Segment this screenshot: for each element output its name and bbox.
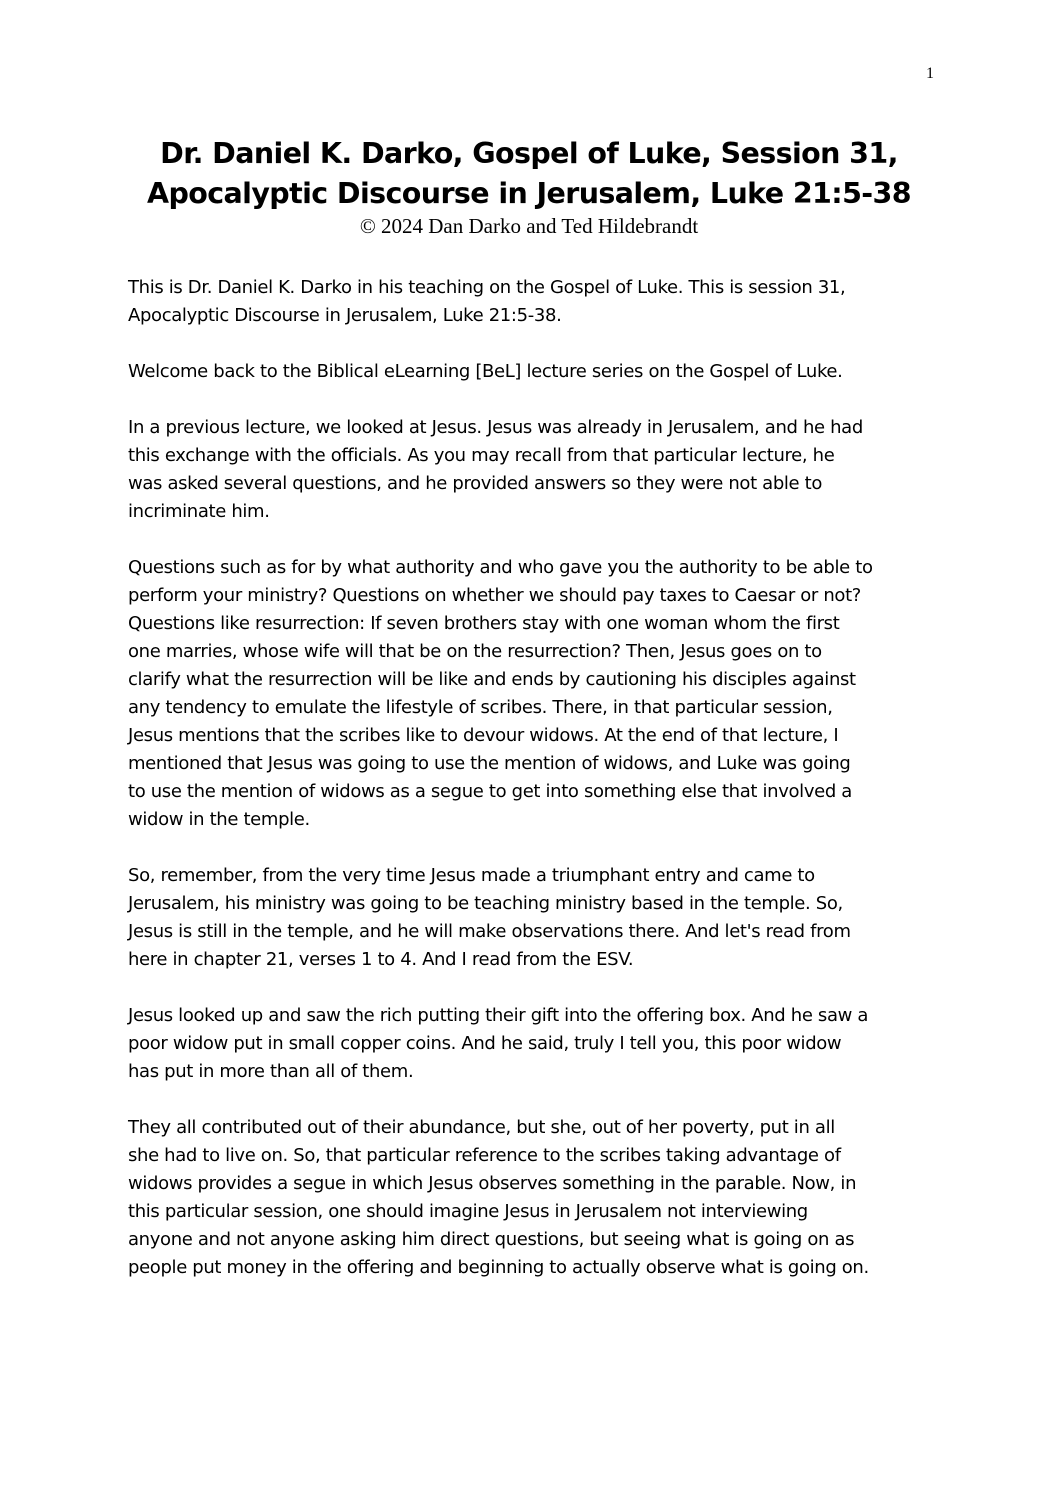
title-line-1: Dr. Daniel K. Darko, Gospel of Luke, Session 31, xyxy=(160,137,898,170)
text-line: this exchange with the officials. As you may recall from that particular lecture, he xyxy=(128,445,835,466)
text-line: any tendency to emulate the lifestyle of scribes. There, in that particular session, xyxy=(128,697,833,718)
text-line: one marries, whose wife will that be on the resurrection? Then, Jesus goes on to xyxy=(128,641,822,662)
text-line: has put in more than all of them. xyxy=(128,1061,414,1082)
text-line: mentioned that Jesus was going to use the mention of widows, and Luke was going xyxy=(128,753,851,774)
text-line: Welcome back to the Biblical eLearning [BeL] lecture series on the Gospel of Luke. xyxy=(128,361,843,382)
paragraph-welcome xyxy=(128,358,948,386)
copyright-notice: © 2024 Dan Darko and Ted Hildebrandt xyxy=(359,214,699,238)
page-number: 1 xyxy=(926,65,934,82)
text-line: They all contributed out of their abundance, but she, out of her poverty, put in all xyxy=(128,1117,835,1138)
text-line: Jerusalem, his ministry was going to be teaching ministry based in the temple. So, xyxy=(128,893,843,914)
text-line: incriminate him. xyxy=(128,501,270,522)
paragraph-questions xyxy=(128,554,948,834)
text-line: widows provides a segue in which Jesus observes something in the parable. Now, in xyxy=(128,1173,857,1194)
text-line: clarify what the resurrection will be like and ends by cautioning his disciples against xyxy=(128,669,856,690)
text-line: poor widow put in small copper coins. And he said, truly I tell you, this poor widow xyxy=(128,1033,842,1054)
paragraph-previous-lecture xyxy=(128,414,948,526)
text-line: In a previous lecture, we looked at Jesus. Jesus was already in Jerusalem, and he had xyxy=(128,417,863,438)
text-line: perform your ministry? Questions on whether we should pay taxes to Caesar or not? xyxy=(128,585,861,606)
paragraph-scripture-reading xyxy=(128,1002,948,1086)
text-line: to use the mention of widows as a segue to get into something else that involved a xyxy=(128,781,852,802)
text-line: widow in the temple. xyxy=(128,809,310,830)
text-line: Questions such as for by what authority and who gave you the authority to be able to xyxy=(128,557,873,578)
paragraph-widow-offering xyxy=(128,1114,948,1282)
text-line: people put money in the offering and beginning to actually observe what is going on. xyxy=(128,1257,869,1278)
text-line: was asked several questions, and he provided answers so they were not able to xyxy=(128,473,823,494)
text-line: Apocalyptic Discourse in Jerusalem, Luke 21:5-38. xyxy=(128,305,562,326)
text-line: she had to live on. So, that particular reference to the scribes taking advantage of xyxy=(128,1145,841,1166)
text-line: Jesus mentions that the scribes like to devour widows. At the end of that lecture, I xyxy=(128,725,839,746)
text-line: Jesus is still in the temple, and he will make observations there. And let's read from xyxy=(128,921,851,942)
paragraph-triumphant-entry xyxy=(128,862,948,974)
text-line: Jesus looked up and saw the rich putting their gift into the offering box. And he saw a xyxy=(128,1005,869,1026)
text-line: Questions like resurrection: If seven brothers stay with one woman whom the first xyxy=(128,613,840,634)
text-line: this particular session, one should imagine Jesus in Jerusalem not interviewing xyxy=(128,1201,808,1222)
title-line-2: Apocalyptic Discourse in Jerusalem, Luke 21:5-38 xyxy=(146,177,911,210)
text-line: This is Dr. Daniel K. Darko in his teaching on the Gospel of Luke. This is session 31, xyxy=(128,277,846,298)
text-line: here in chapter 21, verses 1 to 4. And I read from the ESV. xyxy=(128,949,634,970)
text-line: So, remember, from the very time Jesus made a triumphant entry and came to xyxy=(128,865,815,886)
document-title xyxy=(0,134,1058,238)
paragraph-intro xyxy=(128,274,948,330)
text-line: anyone and not anyone asking him direct questions, but seeing what is going on as xyxy=(128,1229,855,1250)
document-body xyxy=(128,274,948,1310)
